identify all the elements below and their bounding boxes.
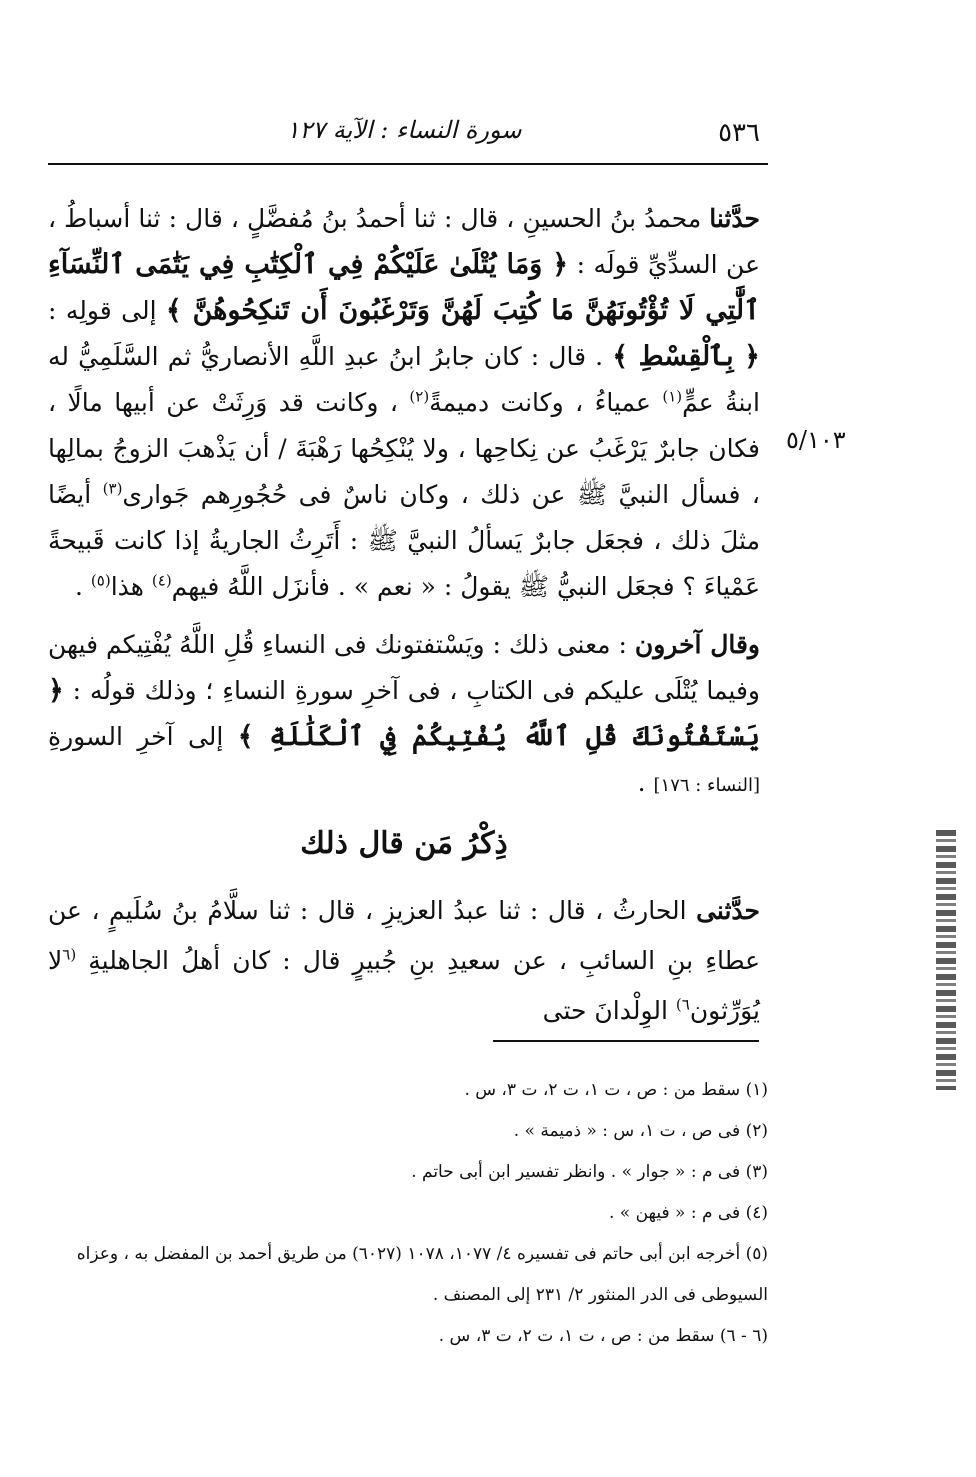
paragraph-lead: حدَّثنا	[709, 204, 760, 233]
footnote-marker: ٦)	[675, 995, 690, 1014]
footnote-marker: (٤)	[151, 571, 172, 590]
section-heading: ذِكْرُ مَن قال ذلك	[300, 826, 508, 861]
text-run: إلى قولِه :	[48, 296, 166, 325]
text-run: هذا	[110, 572, 152, 601]
header-rule	[48, 163, 768, 165]
footnote-marker: (١)	[662, 387, 683, 406]
paragraph-2	[48, 622, 760, 809]
page-number: ٥٣٦	[718, 118, 760, 148]
footnote-marker: (٢)	[409, 387, 430, 406]
paragraph-1	[48, 196, 760, 610]
footnote: (٤) فى م : « فيهن » .	[608, 1203, 768, 1223]
text-run: الوِلْدانَ حتى	[542, 996, 676, 1025]
text-run: أيضًا مثلَ ذلك ، فجعَل جابرٌ يَسألُ النبيَّ ﷺ : أَتَرِثُ الجاريةُ إذا كانت قَبيحةً عَمْياءَ ؟ فجعَل النبيُّ ﷺ يقولُ : « نعم » . فأنزَل اللَّهُ فيهم	[48, 480, 760, 601]
footnote-rule	[493, 1040, 759, 1042]
main-text-continued	[48, 886, 760, 1036]
footnote: (٣) فى م : « جوار » . وانظر تفسير ابن أبى حاتم .	[411, 1162, 768, 1182]
running-title: سورة النساء : الآية ١٢٧	[286, 116, 522, 144]
text-run: ، وكانت قد وَرِثَتْ عن أبيها مالًا ، فكان جابرٌ يَرْغَبُ عن نِكاحِها ، ولا يُنْكِحُها رَهْبَةَ / أن يَذْهبَ الزوجُ بمالِها ، فسأل النبيَّ ﷺ عن ذلك ، وكان ناسٌ فى حُجُورِهم جَوارى	[48, 388, 760, 509]
footnote: (٢) فى ص ، ت ١، س : « ذميمة » .	[513, 1121, 768, 1141]
text-run: : معنى ذلك : ويَسْتفتونك فى النساءِ قُلِ اللَّهُ يُفْتِيكم فيهن وفيما يُتْلَى عليكم فى الكتابِ ، فى آخرِ سورةِ النساءِ ؛ وذلك قولُه :	[48, 630, 760, 705]
footnote-marker: (٣)	[102, 479, 123, 498]
text-run: . قال : كان جابرُ ابنُ عبدِ اللَّهِ الأنصاريُّ ثم السَّلَمِيُّ له ابنةُ عمٍّ	[48, 342, 760, 417]
footnote-marker: (٦	[62, 945, 77, 964]
text-run: .	[637, 768, 654, 797]
footnote-marker: (٥)	[90, 571, 111, 590]
margin-reference: ٥/١٠٣	[786, 426, 846, 454]
quran-quote: ﴿ بِٱلْقِسْطِ ﴾	[612, 341, 760, 372]
main-text	[48, 196, 760, 809]
footnotes	[48, 1070, 768, 1357]
footnote: (٥) أخرجه ابن أبى حاتم فى تفسيره ٤/ ١٠٧٧، ١٠٧٨ (٦٠٢٧) من طريق أحمد بن المفضل به ، وعزاه السيوطى فى الدر المنثور ٢/ ٢٣١ إلى المصنف .	[76, 1244, 768, 1305]
text-run: عمياءُ ، وكانت دميمةً	[429, 388, 663, 417]
text-run: لا يُوَرِّثون	[48, 946, 760, 1025]
paragraph-lead: حدَّثنى	[696, 896, 760, 925]
text-run: .	[75, 572, 91, 601]
text-run: محمدُ بنُ الحسينِ ، قال : ثنا أحمدُ بنُ مُفضَّلٍ ، قال : ثنا أسباطُ ، عن السدِّيِّ قولَه :	[48, 204, 760, 279]
paragraph-3	[48, 886, 760, 1036]
footnote: (٦ - ٦) سقط من : ص ، ت ١، ت ٢، ت ٣، س .	[438, 1326, 768, 1346]
footnote: (١) سقط من : ص ، ت ١، ت ٢، ت ٣، س .	[464, 1080, 768, 1100]
verse-reference: [النساء : ١٧٦]	[653, 775, 760, 796]
quran-quote: ﴿ يَسْتَفْتُونَكَ قُلِ ٱللَّهُ يُفْتِيكُمْ فِي ٱلْكَلَٰلَةِ ﴾	[48, 675, 760, 752]
running-header	[48, 112, 760, 152]
text-run: الحارثُ ، قال : ثنا عبدُ العزيزِ ، قال : ثنا سلَّامُ بنُ سُلَيمٍ ، عن عطاءِ بنِ السائبِ ، عن سعيدِ بنِ جُبيرٍ قال : كان أهلُ الجاهليةِ	[48, 896, 760, 975]
text-run: إلى آخرِ السورةِ	[48, 722, 238, 751]
quran-quote: ﴿ وَمَا يُتْلَىٰ عَلَيْكُمْ فِي ٱلْكِتَٰبِ فِي يَتَٰمَى ٱلنِّسَآءِ ٱلَّٰتِي لَا تُؤْتُونَهُنَّ مَا كُتِبَ لَهُنَّ وَتَرْغَبُونَ أَن تَنكِحُوهُنَّ ﴾	[48, 249, 760, 326]
paragraph-lead: وقال آخرون	[634, 630, 760, 659]
library-stamp	[936, 830, 956, 1090]
